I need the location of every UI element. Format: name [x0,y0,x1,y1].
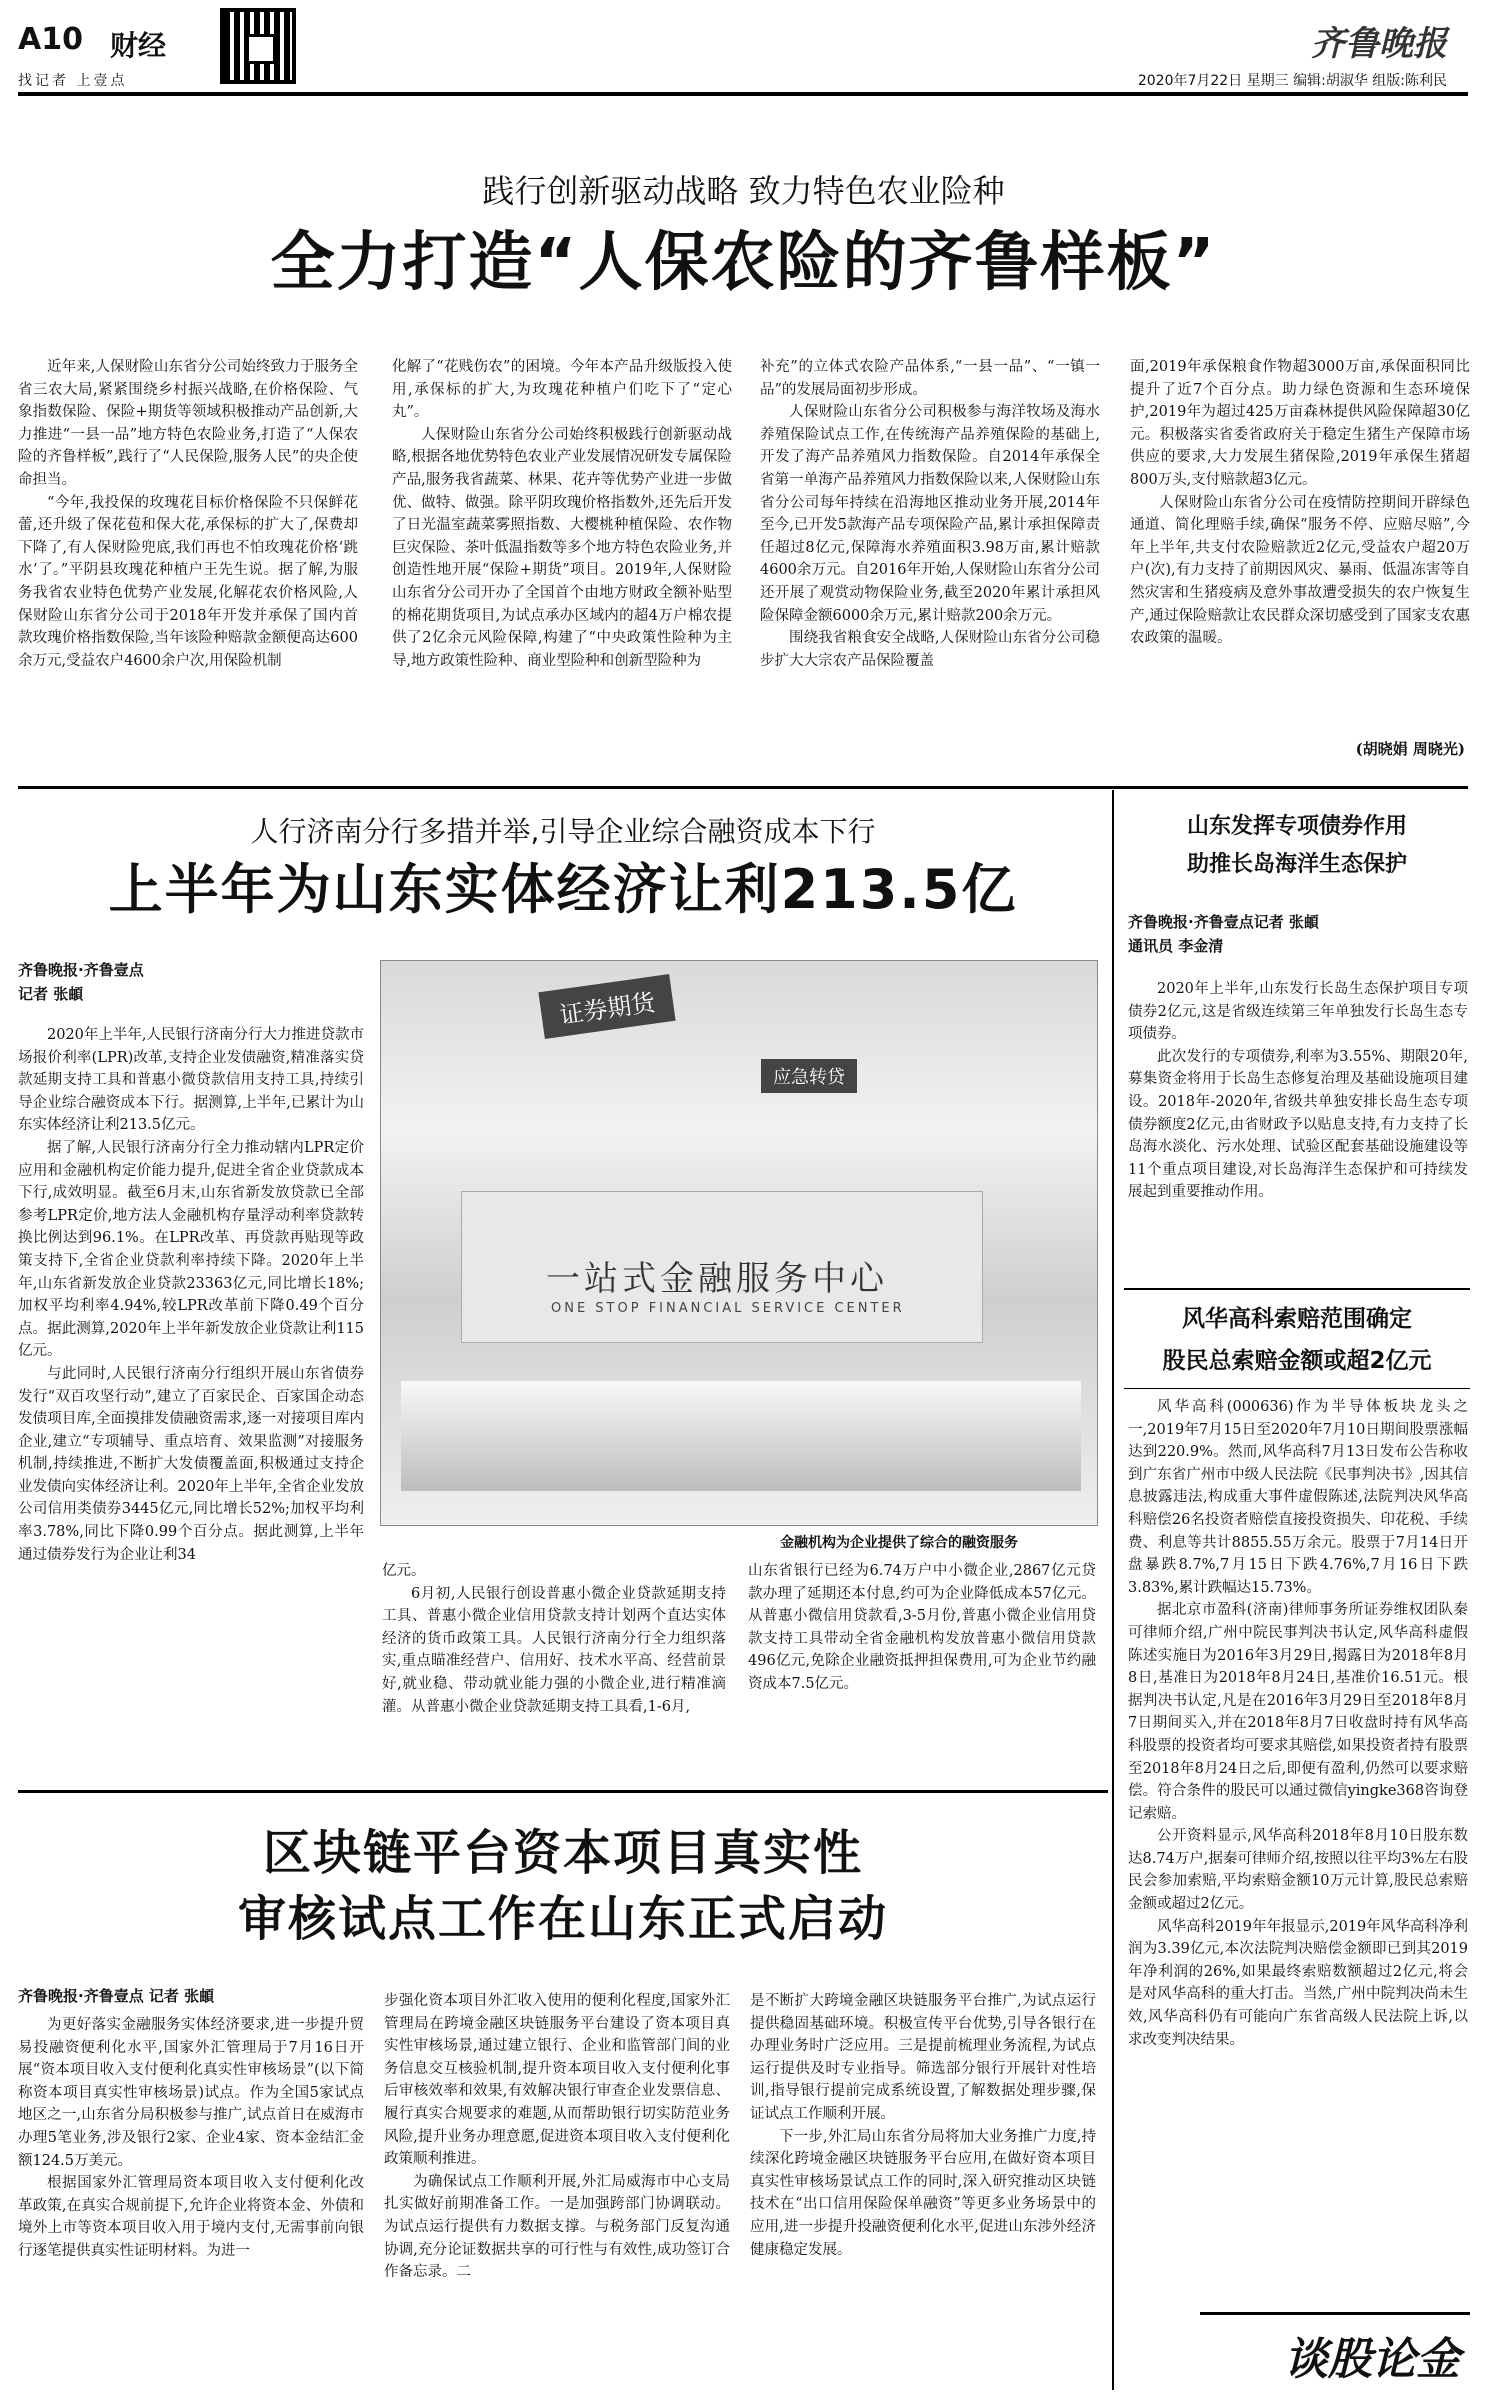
paragraph: 2020年上半年,山东发行长岛生态保护项目专项债券2亿元,这是省级连续第三年单独发行长岛生态专项债券。 [1128,981,1468,1043]
paragraph: 围绕我省粮食安全战略,人保财险山东省分公司稳步扩大大宗农产品保险覆盖 [760,630,1100,669]
page-number: A10 [18,22,83,57]
article1-col3 [760,356,1100,766]
paragraph: 风华高科2019年年报显示,2019年风华高科净利润为3.39亿元,本次法院判决赔偿金额即已到其2019年净利润的26%,如果最终索赔数额超过2亿元,将会是对风华高科的重大打击。当然,广州中院判决尚未生效,风华高科仍有可能向广东省高级人民法院上诉,以求改变判决结果。 [1128,1918,1468,2048]
paragraph: 2020年上半年,人民银行济南分行大力推进贷款市场报价利率(LPR)改革,支持企业发债融资,精准落实贷款延期支持工具和普惠小微贷款信用支持工具,持续引导企业综合融资成本下行。据测算,上半年,已累计为山东实体经济让利213.5亿元。 [18,1027,364,1134]
header-rule [18,92,1468,96]
paragraph: 为更好落实金融服务实体经济要求,进一步提升贸易投融资便利化水平,国家外汇管理局于7月16日开展“资本项目收入支付便利化真实性审核场景”(以下简称资本项目真实性审核场景)试点。作为全国5家试点地区之一,山东省分局积极参与推广,试点首日在威海市办理5笔业务,涉及银行2家、企业4家、资本金结汇金额124.5万美元。 [18,2017,364,2169]
article5-col3 [750,1990,1096,2384]
newspaper-logo: 齐鲁晚报 [1311,24,1447,64]
article3-title-line2: 助推长岛海洋生态保护 [1186,852,1407,877]
article5-title-line2: 审核试点工作在山东正式启动 [237,1891,888,1947]
paragraph: “今年,我投保的玫瑰花目标价格保险不只保鲜花蕾,还升级了保花苞和保大花,承保标的扩大了,保费却下降了,有人保财险兜底,我们再也不怕玫瑰花价格‘跳水’了。”平阴县玫瑰花种植户王先生说。据了解,为服务我省农业特色优势产业发展,化解花农价格风险,人保财险山东省分公司于2018年开发并承保了国内首款玫瑰价格指数保险,当年该险种赔款金额便高达600余万元,受益农户4600余户次,用保险机制 [18,494,358,669]
paragraph: 下一步,外汇局山东省分局将加大业务推广力度,持续深化跨境金融区块链服务平台应用,在做好资本项目真实性审核场景试点工作的同时,深入研究推动区块链技术在“出口信用保险保单融资”等更多业务场景中的应用,进一步提升投融资便利化水平,促进山东涉外经济健康稳定发展。 [750,2128,1096,2258]
counter-desks [401,1381,1081,1491]
article2-reporter: 记者 张頔 [18,985,84,1003]
column-divider [1112,790,1114,2390]
paragraph: 补充”的立体式农险产品体系,“一县一品”、“一镇一品”的发展局面初步形成。 [760,359,1100,398]
divider [1124,1288,1470,1290]
article5-byline: 齐鲁晚报·齐鲁壹点 记者 张頔 [18,1987,215,2005]
bank-service-photo [380,960,1098,1526]
article1-col2 [392,356,732,766]
paragraph: 近年来,人保财险山东省分公司始终致力于服务全省三农大局,紧紧围绕乡村振兴战略,在价格保险、气象指数保险、保险+期货等领域积极推动产品创新,大力推进“一县一品”地方特色农险业务,打造了“人保农险的齐鲁样板”,践行了“人民保险,服务人民”的央企使命担当。 [18,359,358,488]
photo-sign: 证券期货 [538,974,675,1039]
section-name: 财经 [110,29,167,62]
article4-title-line2: 股民总索赔金额或超2亿元 [1162,1348,1432,1374]
article1-title: 全力打造“人保农险的齐鲁样板” [270,226,1217,300]
article2-col3 [748,1560,1096,1775]
paragraph: 化解了“花贱伤农”的困境。今年本产品升级版投入使用,承保标的扩大,为玫瑰花种植户们吃下了“定心丸”。 [392,359,732,421]
article2-kicker: 人行济南分行多措并举,引导企业综合融资成本下行 [250,815,876,848]
paragraph: 风华高科(000636)作为半导体板块龙头之一,2019年7月15日至2020年7月10日期间股票涨幅达到220.9%。然而,风华高科7月13日发布公告称收到广东省广州市中级人民法院《民事判决书》,因其信息披露违法,构成重大事件虚假陈述,法院判决风华高科赔偿26名投资者赔偿直接投资损失、印花税、手续费、利息等共计8855.55万余元。股票于7月14日开盘暴跌8.7%,7月15日下跌4.76%,7月16日下跌3.83%,累计跌幅达15.73%。 [1128,1399,1468,1596]
article3-correspondent: 通讯员 李金清 [1128,937,1224,955]
article3-byline: 齐鲁晚报·齐鲁壹点记者 张頔 [1128,913,1319,931]
paragraph: 面,2019年承保粮食作物超3000万亩,承保面积同比提升了近7个百分点。助力绿色资源和生态环境保护,2019年为超过425万亩森林提供风险保障超30亿元。积极落实省委省政府关于稳定生猪生产保障市场供应的要求,大力发展生猪保险,2019年承保生猪超800万头,支付赔款超3亿元。 [1130,359,1470,488]
paragraph: 步强化资本项目外汇收入使用的便利化程度,国家外汇管理局在跨境金融区块链服务平台建设了资本项目真实性审核场景,通过建立银行、企业和监管部门间的业务信息交互核验机制,提升资本项目收入支付便利化事后审核效率和效果,有效解决银行审查企业发票信息、履行真实合规要求的难题,从而帮助银行切实防范业务风险,提升业务办理意愿,促进资本项目收入支付便利化政策顺利推进。 [384,1993,730,2168]
article5-col1 [18,2014,364,2384]
article5-title-line1: 区块链平台资本项目真实性 [262,1825,863,1881]
photo-sign: ONE STOP FINANCIAL SERVICE CENTER [551,1301,905,1316]
section-subtitle: 找记者 上壹点 [18,73,128,89]
divider [1124,1388,1470,1389]
article1-kicker: 践行创新驱动战略 致力特色农业险种 [482,172,1005,210]
article1-authors: (胡晓娟 周晓光) [1355,740,1465,758]
photo-caption: 金融机构为企业提供了综合的融资服务 [780,1535,1018,1551]
paragraph: 人保财险山东省分公司积极参与海洋牧场及海水养殖保险试点工作,在传统海产品养殖保险的基础上,开发了海产品养殖风力指数保险。自2014年承保全省第一单海产品养殖风力指数保险以来,人保财险山东省分公司每年持续在沿海地区推动业务开展,2014年至今,已开发5款海产品专项保险产品,累计承担保障责任超过8亿元,保障海水养殖面积3.98万亩,累计赔款4600余万元。自2016年开始,人保财险山东省分公司还开展了观赏动物保险业务,截至2020年累计承担风险保障金额6000余万元,累计赔款200余万元。 [760,404,1100,624]
paragraph: 公开资料显示,风华高科2018年8月10日股东数达8.74万户,据秦可律师介绍,按照以往平均3%左右股民会参加索赔,平均索赔金额10万元计算,股民总索赔金额或超过2亿元。 [1128,1828,1468,1913]
article1-col4 [1130,356,1470,736]
paragraph: 此次发行的专项债券,利率为3.55%、期限20年,募集资金将用于长岛生态修复治理及基础设施项目建设。2018年-2020年,省级共单独安排长岛生态专项债券额度2亿元,由省财政予以贴息支持,有力支持了长岛海水淡化、污水处理、试验区配套基础设施建设等11个重点项目建设,对长岛海洋生态保护和可持续发展起到重要推动作用。 [1128,1048,1468,1201]
article3-title-line1: 山东发挥专项债券作用 [1186,814,1407,839]
paragraph: 与此同时,人民银行济南分行组织开展山东省债券发行“双百攻坚行动”,建立了百家民企、百家国企动态发债项目库,全面摸排发债融资需求,逐一对接项目库内企业,建立“专项辅导、重点培育、效果监测”对接服务机制,持续推进,不断扩大发债覆盖面,积极通过支持企业发债向实体经济让利。2020年上半年,全省企业发放公司信用类债券3445亿元,同比增长52%;加权平均利率3.78%,同比下降0.99个百分点。据此测算,上半年通过债券发行为企业让利34 [18,1365,364,1563]
paragraph: 6月初,人民银行创设普惠小微企业贷款延期支持工具、普惠小微企业信用贷款支持计划两个直达实体经济的货币政策工具。人民银行济南分行全力组织落实,重点瞄准经营户、信用好、技术水平高、经营前景好,就业稳、带动就业能力强的小微企业,进行精准滴灌。从普惠小微企业贷款延期支持工具看,1-6月, [382,1585,726,1715]
column-tag-box [1200,2312,1470,2385]
photo-sign: 一站式金融服务中心 [546,1259,888,1299]
paragraph: 据北京市盈科(济南)律师事务所证券维权团队秦可律师介绍,广州中院民事判决书认定,风华高科虚假陈述实施日为2016年3月29日,揭露日为2018年8月8日,基准日为2018年8月24日,基准价16.51元。根据判决书认定,凡是在2016年3月29日至2018年8月7日期间买入,并在2018年8月7日收盘时持有风华高科股票的投资者均可要求其赔偿,如果投资者持有股票至2018年8月24日之后,即便有盈利,仍然可以要求赔偿。符合条件的股民可以通过微信yingke368咨询登记索赔。 [1128,1602,1468,1822]
qr-code-icon[interactable] [220,8,296,84]
paragraph: 为确保试点工作顺利开展,外汇局威海市中心支局扎实做好前期准备工作。一是加强跨部门协调联动。为试点运行提供有力数据支撑。与税务部门反复沟通协调,充分论证数据共享的可行性与有效性,成功签订合作备忘录。二 [384,2173,730,2281]
paragraph: 人保财险山东省分公司始终积极践行创新驱动战略,根据各地优势特色农业产业发展情况研发专属保险产品,服务我省蔬菜、林果、花卉等优势产业进一步做优、做特、做强。除平阴玫瑰价格指数外,还先后开发了日光温室蔬菜雾照指数、大樱桃种植保险、农作物巨灾保险、茶叶低温指数等多个地方特色农险业务,并创造性地开展“保险+期货”项目。2019年,人保财险山东省分公司开办了全国首个由地方财政全额补贴型的棉花期货项目,为试点承办区域内的超4万户棉农提供了2亿余元风险保障,构建了“中央政策性险种为主导,地方政策性险种、商业型险种和创新型险种为 [392,426,732,669]
article2-col1 [18,1024,364,1774]
paragraph: 根据国家外汇管理局资本项目收入支付便利化改革政策,在真实合规前提下,允许企业将资本金、外债和境外上市等资本项目收入用于境内支付,无需事前向银行逐笔提供真实性证明材料。为进一 [18,2175,364,2259]
article5-col2 [384,1990,730,2384]
column-tag: 谈股论金 [1284,2334,1460,2385]
article2-col2 [382,1560,726,1775]
divider [18,1790,1108,1793]
article2-title: 上半年为山东实体经济让利213.5亿 [108,858,1018,921]
header-meta: 2020年7月22日 星期三 编辑:胡淑华 组版:陈利民 [1137,73,1447,89]
article2-byline: 齐鲁晚报·齐鲁壹点 [18,961,144,979]
paragraph: 亿元。 [382,1563,426,1579]
article4-body [1128,1396,1468,2286]
paragraph: 山东省银行已经为6.74万户中小微企业,2867亿元贷款办理了延期还本付息,约可为企业降低成本57亿元。从普惠小微信用贷款看,3-5月份,普惠小微企业信用贷款支持工具带动全省金融机构发放普惠小微信用贷款496亿元,免除企业融资抵押担保费用,可为企业节约融资成本7.5亿元。 [748,1563,1096,1692]
divider [18,786,1468,789]
article3-body [1128,978,1468,1278]
paragraph: 据了解,人民银行济南分行全力推动辖内LPR定价应用和金融机构定价能力提升,促进全省企业贷款成本下行,成效明显。截至6月末,山东省新发放贷款已全部参考LPR定价,地方法人金融机构存量浮动利率贷款转换比例达到96.1%。在LPR改革、再贷款再贴现等政策支持下,全省企业贷款利率持续下降。2020年上半年,山东省新发放企业贷款23363亿元,同比增长18%;加权平均利率4.94%,较LPR改革前下降0.49个百分点。据此测算,2020年上半年新发放企业贷款让利115亿元。 [18,1139,364,1360]
paragraph: 是不断扩大跨境金融区块链服务平台推广,为试点运行提供稳固基础环境。积极宣传平台优势,引导各银行在办理业务时广泛应用。三是提前梳理业务流程,为试点运行提供及时专业指导。筛选部分银行开展针对性培训,指导银行提前完成系统设置,了解数据处理步骤,保证试点工作顺利开展。 [750,1993,1096,2122]
paragraph: 人保财险山东省分公司在疫情防控期间开辟绿色通道、简化理赔手续,确保“服务不停、应赔尽赔”,今年上半年,共支付农险赔款近2亿元,受益农户超20万户(次),有力支持了前期因风灾、暴雨、低温冻害等自然灾害和生猪疫病及意外事故遭受损失的农户恢复生产,通过保险赔款让农民群众深切感受到了国家支农惠农政策的温暖。 [1130,494,1470,647]
article1-col1 [18,356,358,766]
photo-sign: 应急转贷 [761,1059,857,1093]
article4-title-line1: 风华高科索赔范围确定 [1182,1306,1412,1332]
